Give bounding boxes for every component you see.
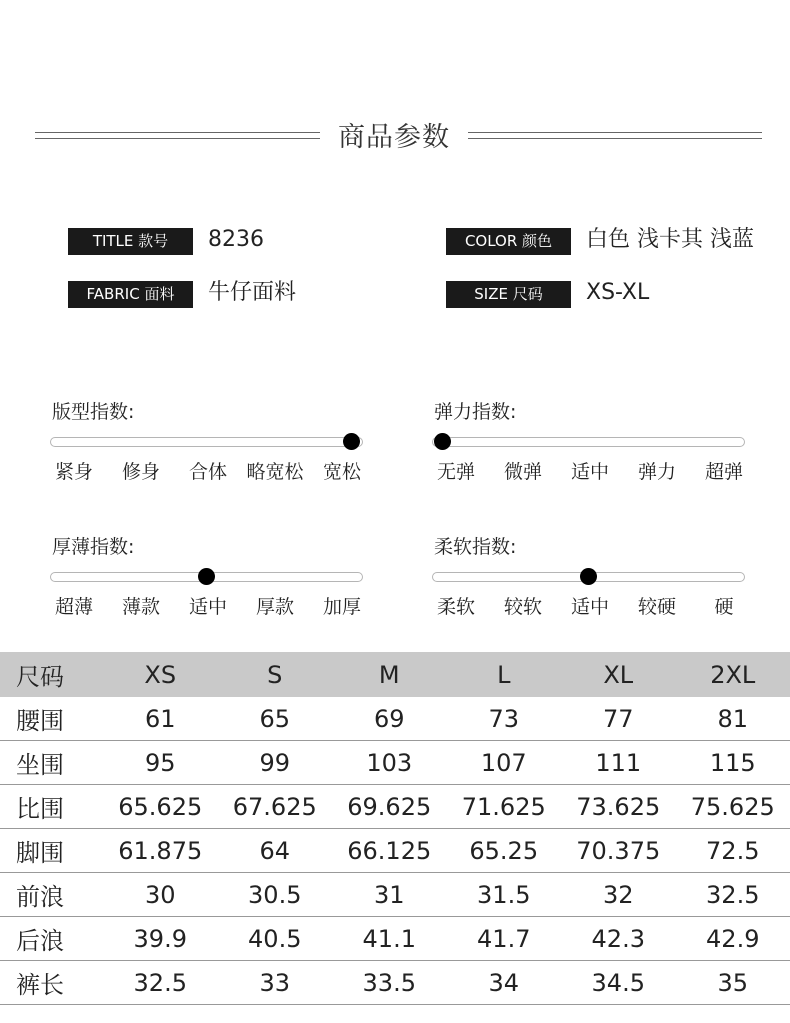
info-size-value: XS-XL — [586, 280, 650, 305]
softness-index-title: 柔软指数: — [434, 536, 517, 558]
stretch-index-option: 超弹 — [704, 461, 744, 483]
size-table-row — [0, 829, 790, 873]
stretch-index-option: 无弹 — [436, 461, 476, 483]
size-table-cell: 65 — [218, 697, 333, 741]
size-table-row-label: 后浪 — [0, 917, 103, 961]
softness-index-labels — [432, 592, 747, 618]
softness-index-option: 较硬 — [637, 596, 677, 618]
thickness-index-option: 超薄 — [54, 596, 94, 618]
thickness-index-option: 薄款 — [121, 596, 161, 618]
page-title: 商品参数 — [338, 122, 450, 153]
size-table-cell: 75.625 — [676, 785, 790, 829]
fit-index-track — [50, 437, 363, 447]
size-table-cell: 69.625 — [332, 785, 447, 829]
thickness-index-labels — [50, 592, 365, 618]
fit-index-option: 合体 — [188, 461, 228, 483]
size-table-row-label: 脚围 — [0, 829, 103, 873]
size-table-cell: 107 — [447, 741, 562, 785]
thickness-index-title: 厚薄指数: — [52, 536, 135, 558]
softness-index-option: 硬 — [714, 596, 734, 618]
size-table-cell: 99 — [218, 741, 333, 785]
size-table-cell: 70.375 — [561, 829, 676, 873]
size-table-cell: 32.5 — [103, 961, 218, 1005]
size-table-cell: 103 — [332, 741, 447, 785]
size-table-cell: 64 — [218, 829, 333, 873]
info-color-value: 白色 浅卡其 浅蓝 — [586, 227, 754, 252]
thickness-index-option: 厚款 — [255, 596, 295, 618]
size-table-cell: 61.875 — [103, 829, 218, 873]
info-fabric-label: FABRIC 面料 — [68, 281, 193, 308]
size-table-cell: 30 — [103, 873, 218, 917]
fit-index-option: 紧身 — [54, 461, 94, 483]
thickness-index-track — [50, 572, 363, 582]
size-table-row-label: 比围 — [0, 785, 103, 829]
size-table-cell: 34 — [447, 961, 562, 1005]
size-table-row — [0, 785, 790, 829]
size-table-row-label: 坐围 — [0, 741, 103, 785]
size-table-cell: 71.625 — [447, 785, 562, 829]
size-table-cell: 73 — [447, 697, 562, 741]
info-fabric-value: 牛仔面料 — [208, 280, 297, 305]
section-header — [0, 112, 790, 156]
info-title-label: TITLE 款号 — [68, 228, 193, 255]
size-table-row-label: 裤长 — [0, 961, 103, 1005]
size-table-row-label: 腰围 — [0, 697, 103, 741]
size-table — [0, 652, 790, 1005]
softness-index-option: 适中 — [570, 596, 610, 618]
fit-index-option: 修身 — [121, 461, 161, 483]
size-table-header-cell: S — [218, 652, 333, 697]
size-table-row — [0, 697, 790, 741]
size-table-cell: 72.5 — [676, 829, 790, 873]
stretch-index-knob — [434, 433, 451, 450]
size-table-cell: 65.625 — [103, 785, 218, 829]
size-table-header-cell: L — [447, 652, 562, 697]
size-table-cell: 40.5 — [218, 917, 333, 961]
info-color-label: COLOR 颜色 — [446, 228, 571, 255]
stretch-index-option: 适中 — [570, 461, 610, 483]
thickness-index-option: 加厚 — [322, 596, 362, 618]
size-table-header-row — [0, 652, 790, 697]
size-table-cell: 33.5 — [332, 961, 447, 1005]
stretch-index-title: 弹力指数: — [434, 401, 517, 423]
size-table-cell: 39.9 — [103, 917, 218, 961]
size-table-cell: 41.7 — [447, 917, 562, 961]
size-table-cell: 32.5 — [676, 873, 790, 917]
thickness-index-knob — [198, 568, 215, 585]
size-table-cell: 65.25 — [447, 829, 562, 873]
stretch-index-track — [432, 437, 745, 447]
size-table-row-label: 前浪 — [0, 873, 103, 917]
fit-index-labels — [50, 457, 365, 483]
size-table-header-cell: XL — [561, 652, 676, 697]
size-table-cell: 42.9 — [676, 917, 790, 961]
size-table-cell: 95 — [103, 741, 218, 785]
size-table-cell: 69 — [332, 697, 447, 741]
size-table-cell: 81 — [676, 697, 790, 741]
size-table-cell: 115 — [676, 741, 790, 785]
stretch-index-option: 弹力 — [637, 461, 677, 483]
fit-index-knob — [343, 433, 360, 450]
size-table-cell: 42.3 — [561, 917, 676, 961]
size-table-header-cell: 2XL — [676, 652, 790, 697]
size-table-header-cell: XS — [103, 652, 218, 697]
stretch-index-labels — [432, 457, 747, 483]
size-table-cell: 30.5 — [218, 873, 333, 917]
fit-index-option: 略宽松 — [246, 461, 304, 483]
size-table-cell: 31.5 — [447, 873, 562, 917]
size-table-body — [0, 697, 790, 1005]
size-table-header-cell: 尺码 — [0, 652, 103, 697]
softness-index-track — [432, 572, 745, 582]
size-table-cell: 31 — [332, 873, 447, 917]
softness-index-knob — [580, 568, 597, 585]
size-table-cell: 111 — [561, 741, 676, 785]
size-table-cell: 77 — [561, 697, 676, 741]
size-table-cell: 66.125 — [332, 829, 447, 873]
softness-index-option: 柔软 — [436, 596, 476, 618]
size-table-cell: 34.5 — [561, 961, 676, 1005]
size-table-cell: 73.625 — [561, 785, 676, 829]
size-table-cell: 41.1 — [332, 917, 447, 961]
size-table-cell: 35 — [676, 961, 790, 1005]
info-size-label: SIZE 尺码 — [446, 281, 571, 308]
fit-index-title: 版型指数: — [52, 401, 135, 423]
size-table-row — [0, 917, 790, 961]
stretch-index-option: 微弹 — [503, 461, 543, 483]
size-table-row — [0, 873, 790, 917]
size-table-cell: 67.625 — [218, 785, 333, 829]
info-title-value: 8236 — [208, 227, 264, 252]
size-table-header-cell: M — [332, 652, 447, 697]
size-table-cell: 33 — [218, 961, 333, 1005]
softness-index-option: 较软 — [503, 596, 543, 618]
size-table-cell: 61 — [103, 697, 218, 741]
size-table-row — [0, 741, 790, 785]
size-table-row — [0, 961, 790, 1005]
fit-index-option: 宽松 — [322, 461, 362, 483]
size-table-cell: 32 — [561, 873, 676, 917]
header-divider-right — [468, 132, 762, 139]
header-divider-left — [35, 132, 320, 139]
thickness-index-option: 适中 — [188, 596, 228, 618]
